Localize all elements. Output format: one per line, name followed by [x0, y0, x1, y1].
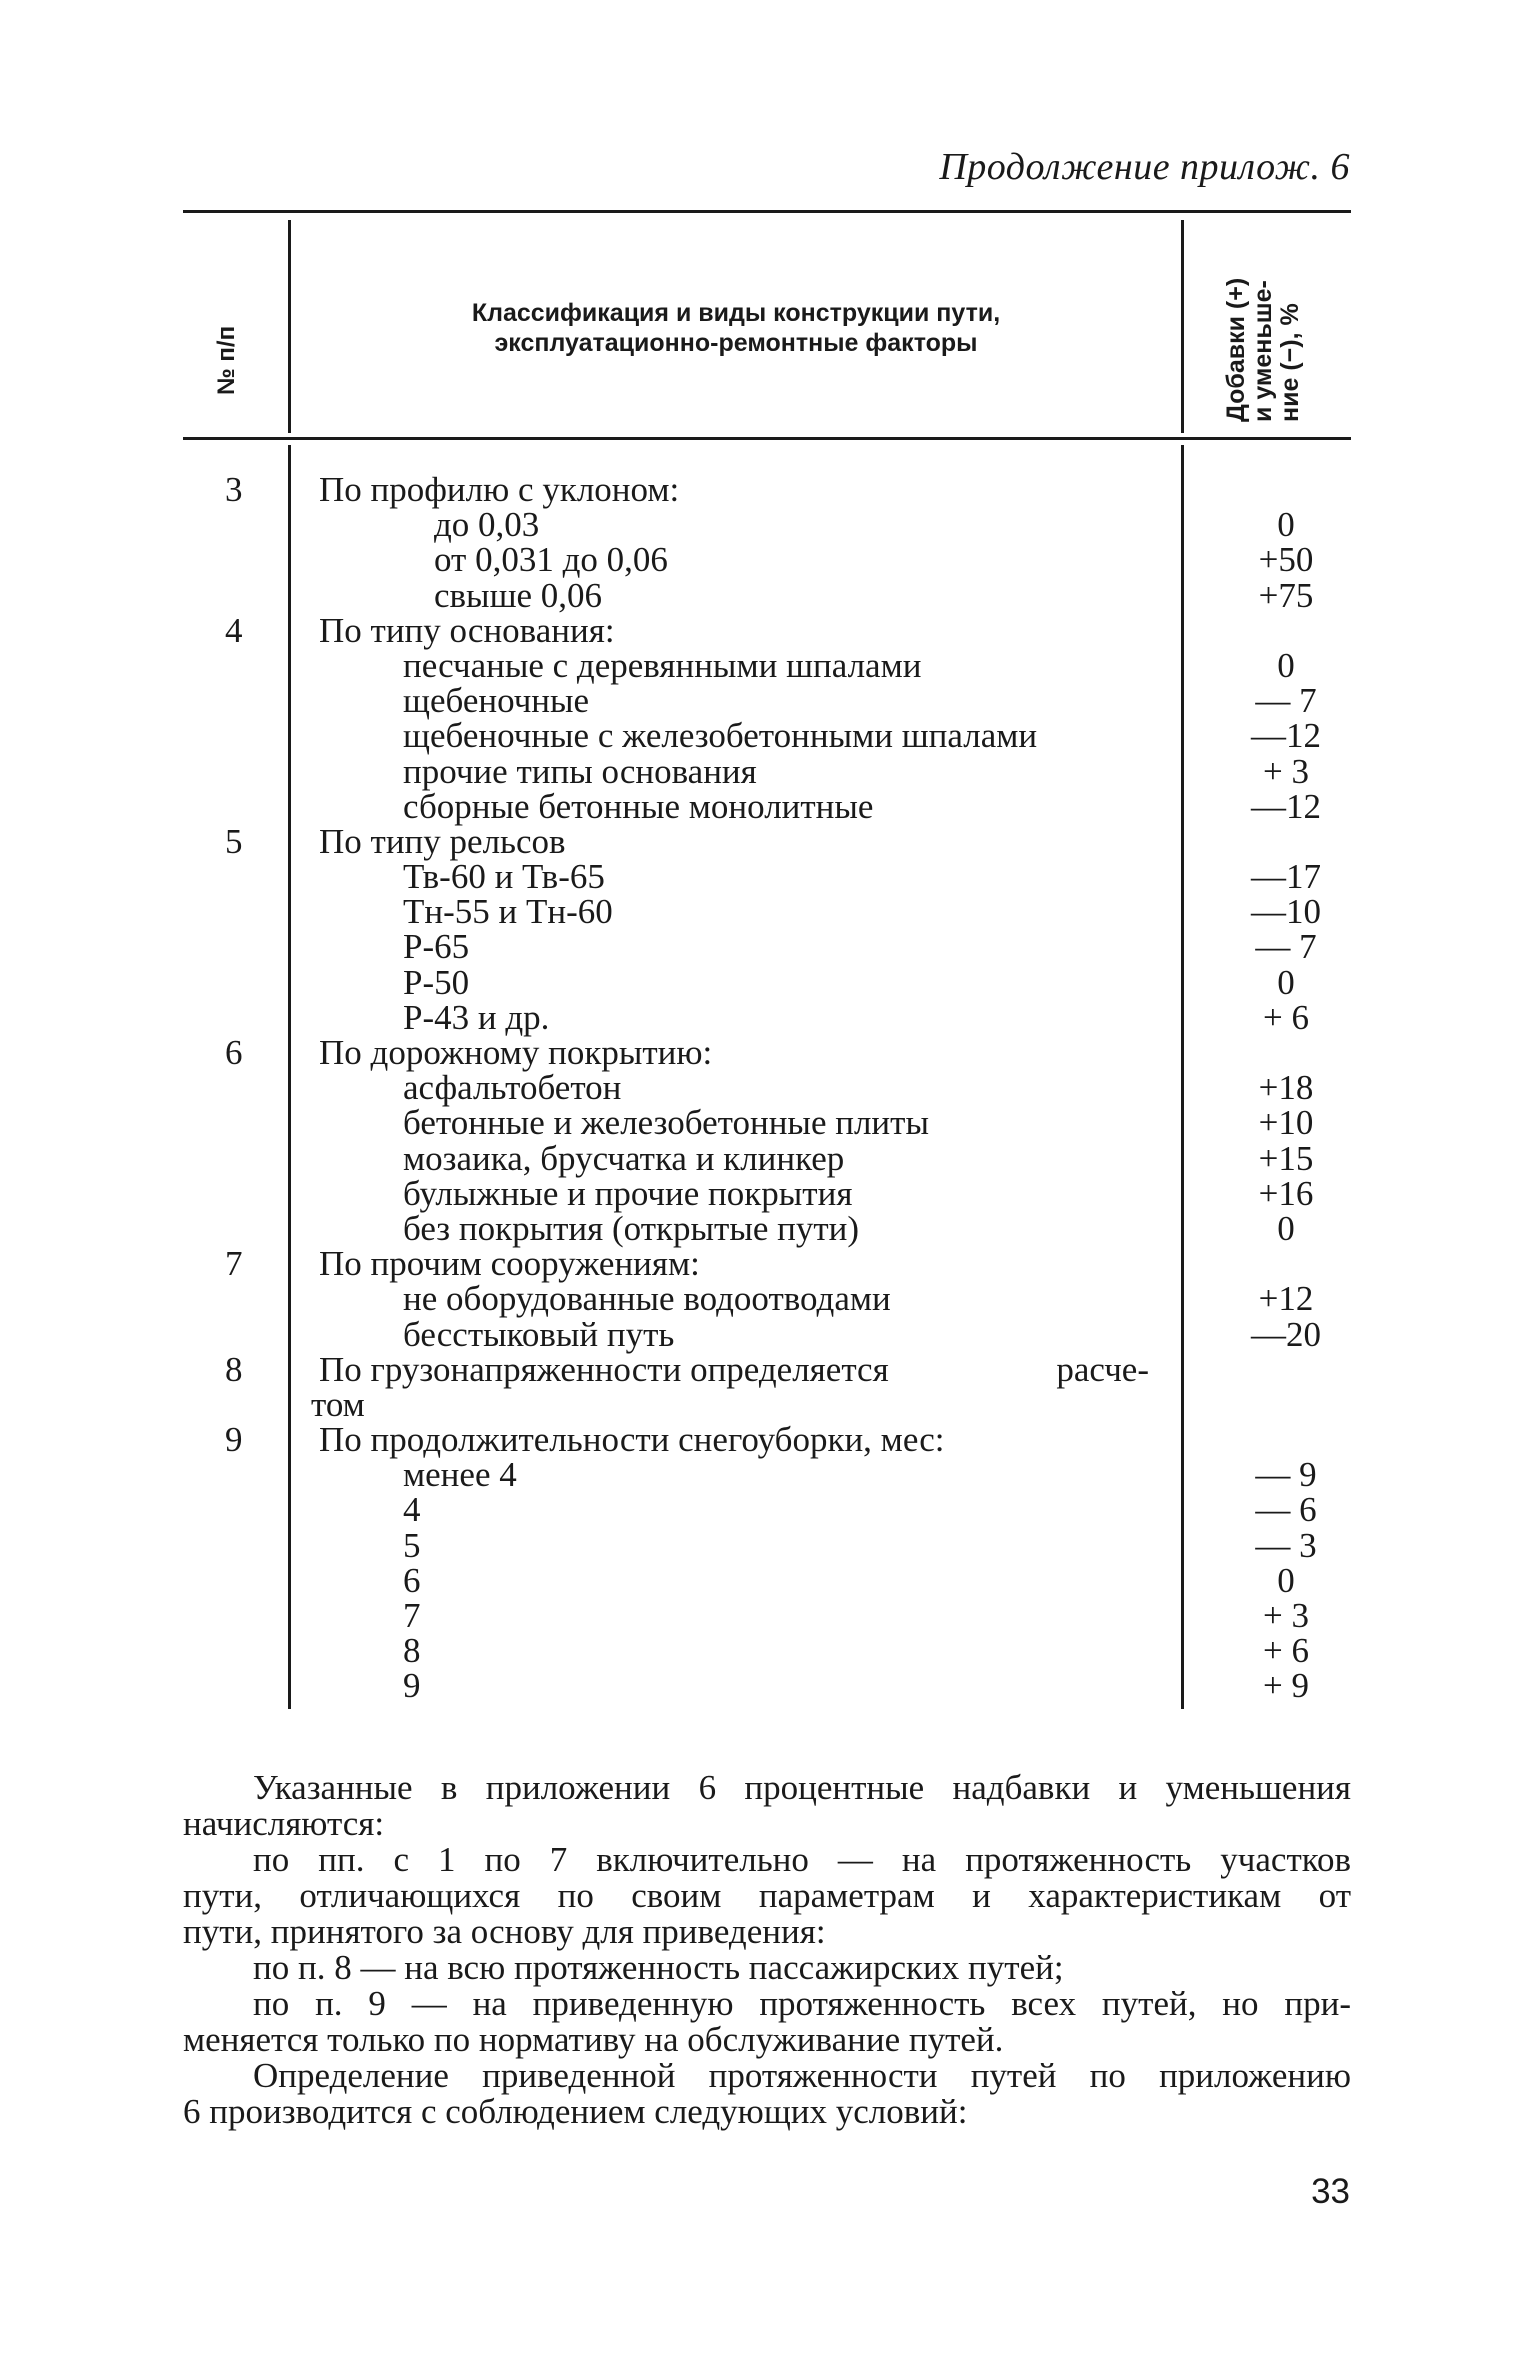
table-row — [183, 1244, 1351, 1284]
table-row — [183, 645, 1351, 685]
row-text — [319, 1349, 1149, 1389]
table-row — [183, 821, 1351, 861]
note-line: по пп. с 1 по 7 включительно — на протяженность участков — [253, 1840, 1351, 1879]
row-number: 9 — [225, 1420, 243, 1460]
table-row — [183, 1560, 1351, 1600]
table-row — [183, 1384, 1351, 1424]
row-value: —20 — [1251, 1314, 1321, 1354]
row-value: + 3 — [1263, 1596, 1309, 1635]
row-text-hyphenated: расче- — [1056, 1349, 1149, 1389]
construction-factors-table — [183, 210, 1351, 1716]
header-classification-line1: Классификация и виды конструкции пути, — [471, 299, 1001, 327]
table-row — [183, 505, 1351, 545]
row-text: По прочим сооружениям: — [319, 1244, 700, 1284]
table-body — [183, 472, 1351, 1704]
header-divider-right — [1181, 220, 1184, 433]
row-value: +18 — [1258, 1068, 1314, 1108]
page-number: 33 — [1311, 2172, 1350, 2211]
table-row — [183, 1420, 1351, 1460]
table-row — [183, 1455, 1351, 1495]
row-text: 7 — [403, 1596, 421, 1635]
header-classification — [291, 298, 1181, 358]
row-text: Р-65 — [403, 927, 470, 967]
table-row — [183, 1631, 1351, 1671]
note-line: по п. 9 — на приведенную протяженность всех путей, но при- — [253, 1984, 1351, 2023]
header-additions-line1: Добавки (+) — [1222, 277, 1250, 422]
table-row — [183, 472, 1351, 507]
header-classification-line2: эксплуатационно-ремонтные факторы — [494, 329, 978, 357]
header-number: № п/п — [213, 325, 240, 395]
row-text: щебеночные — [403, 681, 590, 721]
table-row — [183, 1349, 1351, 1389]
row-text: бетонные и железобетонные плиты — [403, 1103, 929, 1143]
row-text: Р-43 и др. — [403, 997, 550, 1037]
row-value: 0 — [1277, 962, 1295, 1002]
row-text: 4 — [403, 1490, 421, 1530]
table-row — [183, 927, 1351, 967]
row-value: 0 — [1277, 645, 1295, 685]
row-value: —12 — [1251, 786, 1321, 826]
note-line: пути, принятого за основу для приведения: — [183, 1912, 826, 1951]
row-value: +16 — [1258, 1173, 1314, 1213]
row-value: — 7 — [1255, 681, 1317, 721]
table-row — [183, 1314, 1351, 1354]
row-value: + 6 — [1263, 1631, 1309, 1671]
table-row — [183, 1598, 1351, 1633]
row-value: — 9 — [1255, 1455, 1317, 1495]
row-text: не оборудованные водоотводами — [403, 1279, 891, 1319]
table-row — [183, 1279, 1351, 1319]
header-additions — [1223, 278, 1304, 422]
row-text: Р-50 — [403, 962, 470, 1002]
row-text: По типу основания: — [319, 610, 615, 650]
row-text: бесстыковый путь — [403, 1314, 675, 1354]
note-line: Определение приведенной протяженности путей по приложению — [253, 2056, 1351, 2095]
row-number: 8 — [225, 1349, 243, 1389]
table-row — [183, 1173, 1351, 1213]
row-value: +50 — [1258, 540, 1314, 580]
row-value: — 6 — [1255, 1490, 1317, 1530]
table-row — [183, 716, 1351, 756]
row-value: —17 — [1251, 857, 1321, 897]
row-text: По продолжительности снегоуборки, мес: — [319, 1420, 945, 1460]
row-text: 9 — [403, 1666, 421, 1706]
table-row — [183, 1666, 1351, 1706]
row-text: мозаика, брусчатка и клинкер — [403, 1138, 845, 1178]
row-text: прочие типы основания — [403, 751, 757, 791]
row-text: щебеночные с железобетонными шпалами — [403, 716, 1038, 756]
row-text: Тв-60 и Тв-65 — [403, 857, 605, 897]
table-row — [183, 751, 1351, 791]
row-text: 6 — [403, 1560, 421, 1600]
table-row — [183, 681, 1351, 721]
header-additions-line3: ние (−), % — [1276, 303, 1304, 422]
row-value: +12 — [1258, 1279, 1314, 1319]
row-value: +15 — [1258, 1138, 1314, 1178]
row-text: свыше 0,06 — [434, 575, 603, 615]
table-row — [183, 1490, 1351, 1530]
row-value: — 7 — [1255, 927, 1317, 967]
row-text: По типу рельсов — [319, 821, 566, 861]
row-text: Тн-55 и Тн-60 — [403, 892, 613, 932]
header-bottom-rule — [183, 437, 1351, 440]
row-text: сборные бетонные монолитные — [403, 786, 874, 826]
row-text: от 0,031 до 0,06 — [434, 540, 668, 580]
row-value: 0 — [1277, 1560, 1295, 1600]
row-text: менее 4 — [403, 1455, 517, 1495]
note-line: по п. 8 — на всю протяженность пассажирских путей; — [253, 1948, 1064, 1987]
row-value: + 6 — [1263, 997, 1309, 1037]
table-row — [183, 1068, 1351, 1108]
table-row — [183, 1035, 1351, 1070]
row-value: —10 — [1251, 892, 1321, 932]
row-text: песчаные с деревянными шпалами — [403, 645, 922, 685]
row-text: 5 — [403, 1525, 421, 1565]
row-text: асфальтобетон — [403, 1068, 622, 1108]
table-row — [183, 962, 1351, 1002]
row-text: том — [311, 1384, 365, 1424]
note-line: начисляются: — [183, 1804, 385, 1843]
table-row — [183, 575, 1351, 615]
row-number: 6 — [225, 1033, 243, 1072]
row-text: без покрытия (открытые пути) — [403, 1208, 860, 1248]
row-number: 5 — [225, 821, 243, 861]
row-value: 0 — [1277, 1208, 1295, 1248]
row-text: По дорожному покрытию: — [319, 1033, 713, 1072]
row-number: 4 — [225, 610, 243, 650]
row-value: + 3 — [1263, 751, 1309, 791]
explanatory-notes — [183, 1770, 1351, 2130]
table-row — [183, 857, 1351, 897]
row-value: — 3 — [1255, 1525, 1317, 1565]
note-line: меняется только по нормативу на обслуживание путей. — [183, 2020, 1004, 2059]
header-additions-line2: и уменьше- — [1249, 280, 1277, 422]
row-value: + 9 — [1263, 1666, 1309, 1706]
note-line: Указанные в приложении 6 процентные надбавки и уменьшения — [253, 1768, 1351, 1807]
row-text: 8 — [403, 1631, 421, 1671]
table-row — [183, 540, 1351, 580]
row-value: 0 — [1277, 505, 1295, 545]
note-line: пути, отличающихся по своим параметрам и характеристикам от — [183, 1876, 1351, 1915]
row-value: +10 — [1258, 1103, 1314, 1143]
table-row — [183, 1138, 1351, 1178]
table-top-rule — [183, 210, 1351, 213]
row-text-main: По грузонапряженности определяется — [319, 1349, 889, 1389]
table-row — [183, 1525, 1351, 1565]
note-line: 6 производится с соблюдением следующих условий: — [183, 2092, 968, 2131]
table-row — [183, 786, 1351, 826]
table-row — [183, 1208, 1351, 1248]
table-row — [183, 997, 1351, 1037]
table-row — [183, 1103, 1351, 1143]
row-text: до 0,03 — [434, 505, 540, 545]
row-value: —12 — [1251, 716, 1321, 756]
row-number: 7 — [225, 1244, 243, 1284]
continuation-note: Продолжение прилож. 6 — [939, 146, 1350, 188]
table-row — [183, 610, 1351, 650]
row-value: +75 — [1258, 575, 1314, 615]
row-number: 3 — [225, 470, 243, 509]
row-text: булыжные и прочие покрытия — [403, 1173, 853, 1213]
table-row — [183, 892, 1351, 932]
row-text: По профилю с уклоном: — [319, 470, 680, 509]
